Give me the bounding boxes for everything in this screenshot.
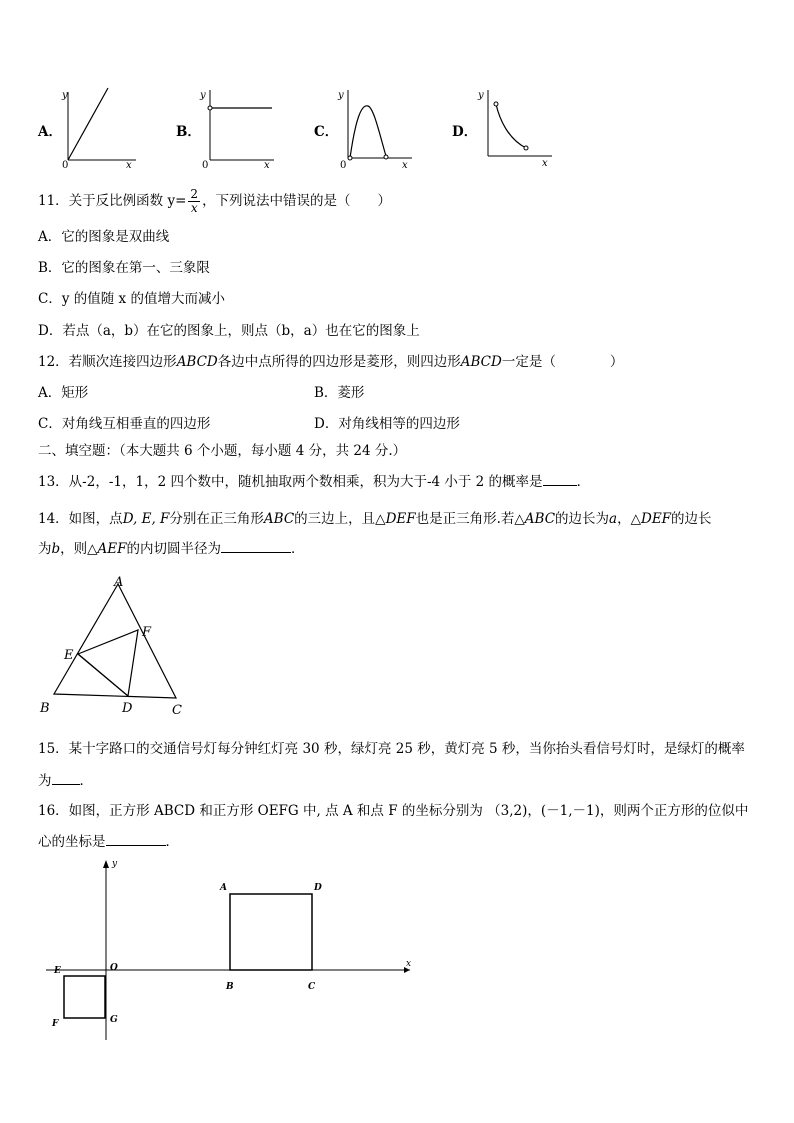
triangle-abc [54,584,176,698]
label-e: E [64,648,74,663]
q14-a: a [609,511,618,527]
option-a-label: A． [38,124,62,140]
q14-line2c: 的内切圆半径为 [126,541,222,557]
q14-stem-line1 [38,510,712,528]
q14-stem-line2 [38,540,305,558]
label-f: F [142,625,152,640]
answer-blank[interactable] [543,485,577,486]
q14-p2: 分别在正三角形 [169,511,264,527]
q14-p5: 的边长为 [555,511,610,527]
axis-y-label: y [62,90,68,101]
label-c: C [172,703,182,718]
q14-def: D, E, F [122,511,170,527]
q14-def2: DEF [385,511,416,527]
q11-fraction [188,188,200,215]
q12-option-a: A．矩形 [38,385,89,401]
q11-stem [38,188,391,215]
q15-end: ． [79,773,93,789]
q12-abcd-2: ABCD [460,354,502,370]
squares-figure [40,856,420,1046]
q14-abc: ABC [263,511,295,527]
axis-x-label: x [264,160,270,170]
q14-p7: 的边长 [671,511,712,527]
q16-stem-line1: 16．如图，正方形 ABCD 和正方形 OEFG 中, 点 A 和点 F 的坐标分别为 （3,2)，(－1,－1)，则两个正方形的位似中 [38,803,749,819]
graph-c [336,86,418,170]
q16-stem-line2 [38,833,179,851]
graph-a [58,86,140,170]
graph-b [198,86,280,170]
q16-line2: 心的坐标是 [38,834,106,850]
q14-abc2: ABC [524,511,556,527]
q12-option-d: D．对角线相等的四边形 [314,416,460,432]
fraction-numerator: 2 [190,187,199,201]
axis-x-label: x [126,160,132,170]
option-b-label: B． [176,124,201,140]
label-g: G [110,1015,118,1025]
q11-option-d: D．若点（a，b）在它的图象上，则点（b，a）也在它的图象上 [38,323,420,339]
label-e: E [54,966,61,976]
q12-abcd: ABCD [176,354,218,370]
q14-p1: 14．如图，点 [38,511,123,527]
q14-aef: AEF [97,541,127,557]
q12-stem [38,353,623,371]
label-b: B [226,982,234,992]
q14-def3: DEF [641,511,672,527]
origin-label: 0 [202,160,209,170]
q12-suffix: 一定是（ ） [501,354,624,370]
q14-p6: ，△ [617,511,641,527]
origin-label: 0 [340,160,347,170]
label-f: F [52,1019,59,1029]
graph-d [474,86,558,170]
axis-x-label: x [402,160,408,170]
axis-y-label: y [478,90,484,101]
label-c: C [308,982,316,992]
label-a: A [220,883,227,893]
option-d-label: D． [452,124,478,140]
q14-b: b [51,541,61,557]
label-d: D [314,883,322,893]
square-oefg [64,976,105,1018]
answer-blank[interactable] [106,845,166,846]
q11-option-b: B．它的图象在第一、三象限 [38,260,210,276]
label-b: B [40,701,50,716]
q12-mid: 各边中点所得的四边形是菱形，则四边形 [217,354,461,370]
label-o: O [110,963,118,973]
label-d: D [122,701,133,716]
q13-end: ． [576,474,591,490]
q14-p3: 的三边上，且△ [294,511,386,527]
q11-option-a: A．它的图象是双曲线 [38,229,170,245]
answer-blank[interactable] [52,784,80,785]
origin-label: 0 [62,160,69,170]
triangle-figure [34,572,194,720]
q11-option-c: C．y 的值随 x 的值增大而减小 [38,291,225,307]
label-a: A [114,575,124,590]
q14-line2a: 为 [38,541,52,557]
q11-suffix: ，下列说法中错误的是（ ） [202,193,392,209]
option-c-label: C． [314,124,339,140]
square-abcd [230,894,312,970]
q16-end: ． [165,834,179,850]
axis-y-label: y [338,90,344,101]
answer-blank[interactable] [221,552,291,553]
triangle-def [78,630,138,696]
q15-stem-line1: 15．某十字路口的交通信号灯每分钟红灯亮 30 秒，绿灯亮 25 秒，黄灯亮 5 秒，当你抬头看信号灯时，是绿灯的概率 [38,741,745,757]
label-x: x [406,959,412,969]
q14-end: ． [291,541,305,557]
q12-option-c: C．对角线互相垂直的四边形 [38,416,211,432]
label-y: y [112,859,118,869]
q12-prefix: 12．若顺次连接四边形 [38,354,177,370]
q12-option-b: B．菱形 [314,385,365,401]
q11-prefix: 11．关于反比例函数 y= [38,193,187,209]
fraction-denominator: x [190,201,198,215]
q13-stem [38,473,590,491]
q15-stem-line2 [38,772,93,790]
q14-line2b: ，则△ [60,541,98,557]
axis-x-label: x [542,158,548,169]
q14-p4: 也是正三角形.若△ [415,511,525,527]
section-heading: 二、填空题：（本大题共 6 个小题，每小题 4 分，共 24 分.） [38,443,407,459]
q13-text: 13．从-2，-1，1，2 四个数中，随机抽取两个数相乘，积为大于-4 小于 2 的概率是 [38,474,543,490]
axis-y-label: y [200,90,206,101]
q15-line2: 为 [38,773,52,789]
